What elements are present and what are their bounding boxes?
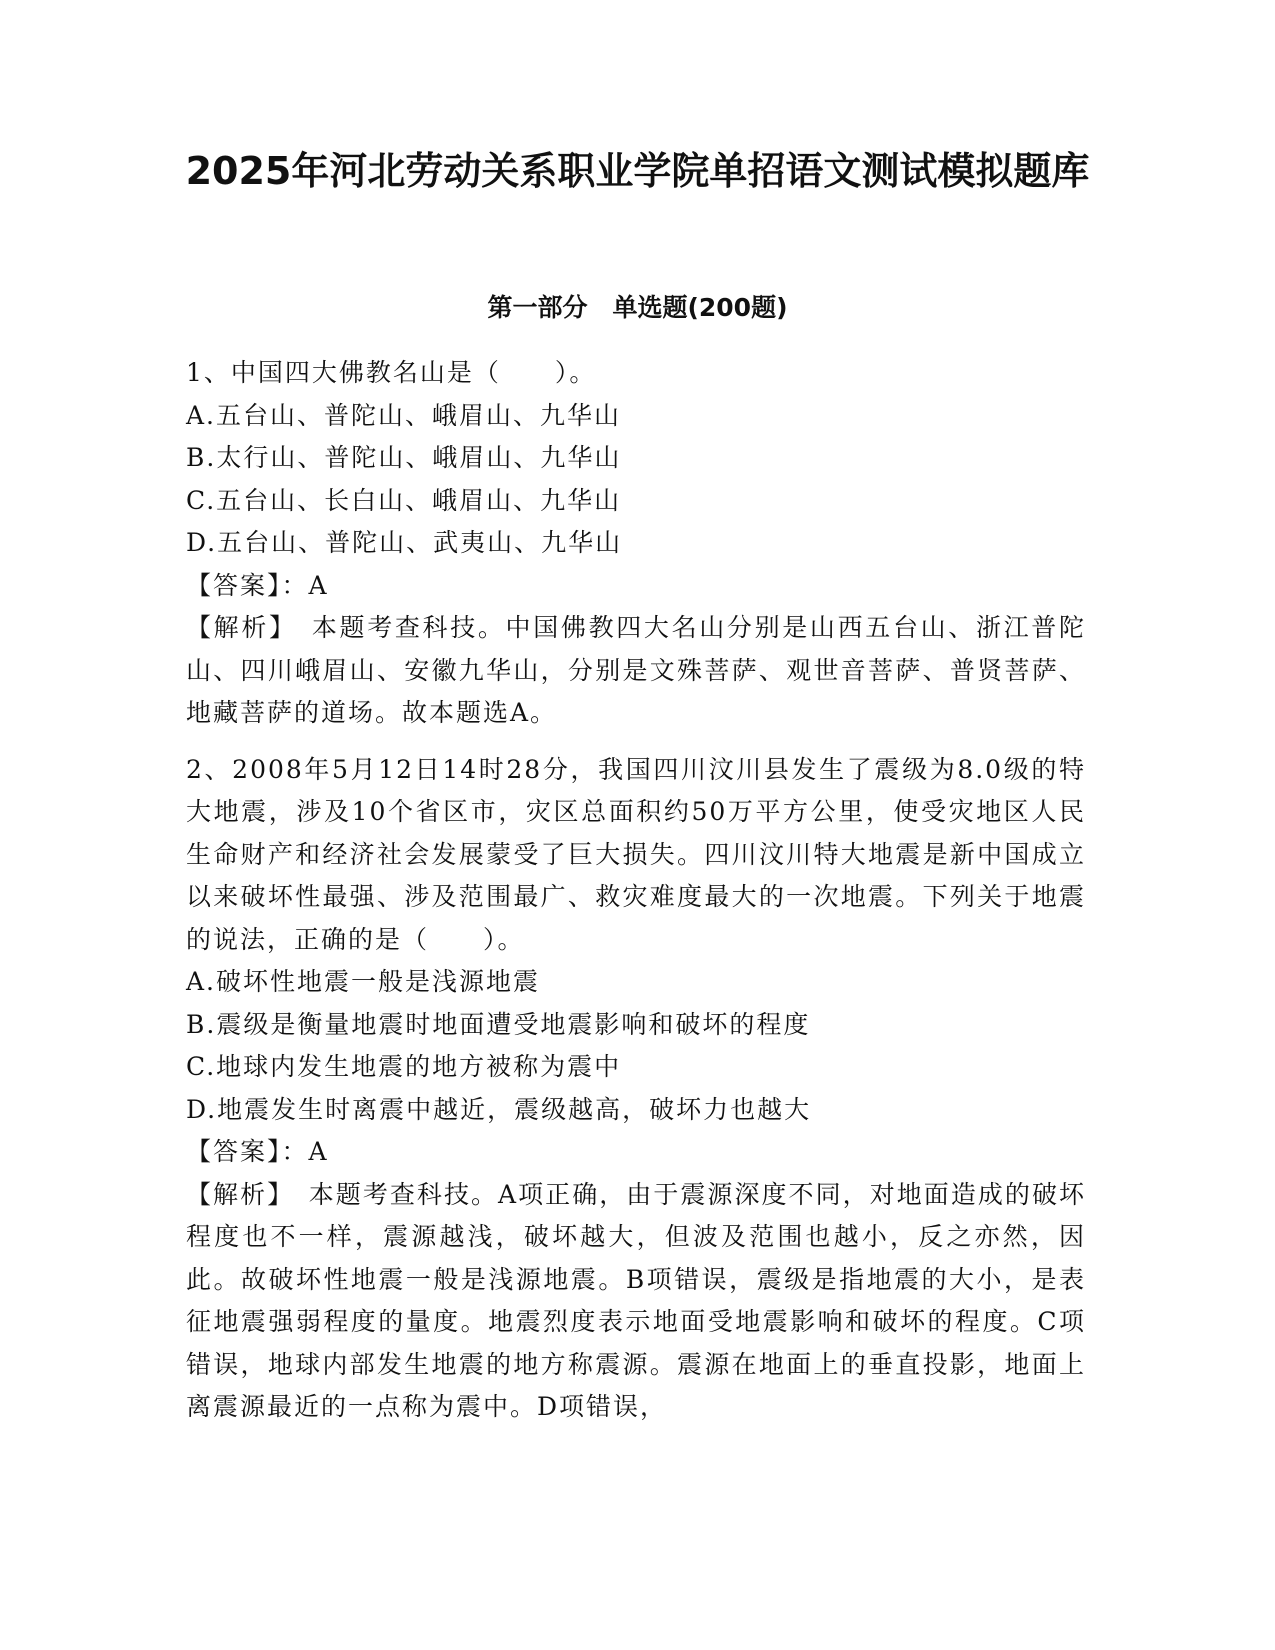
section-title: 第一部分 单选题(200题): [487, 293, 788, 322]
answer-label: 【答案】：: [186, 1137, 309, 1166]
answer-label: 【答案】：: [186, 570, 309, 600]
option-c: C.地球内发生地震的地方被称为震中: [186, 1052, 622, 1081]
analysis-label: 【解析】: [186, 613, 285, 642]
question-stem: 1、中国四大佛教名山是（ ）。: [186, 358, 597, 387]
analysis-text: 本题考查科技。A项正确，由于震源深度不同，对地面造成的破坏程度也不一样，震源越浅，破坏越大，但波及范围也越小，反之亦然，因此。故破坏性地震一般是浅源地震。B项错误，震级是指地震的大小，是表征地震强弱程度的量度。地震烈度表示地面受地震影响和破坏的程度。C项错误，地球内部发生地震的地方称震源。震源在地面上的垂直投影，地面上离震源最近的一点称为震中。D项错误，: [186, 1179, 1086, 1421]
option-b: B.太行山、普陀山、峨眉山、九华山: [186, 443, 622, 472]
answer-line: [186, 565, 1086, 608]
option-d: D.五台山、普陀山、武夷山、九华山: [186, 528, 623, 557]
question-list: [186, 352, 1086, 1429]
document-title: 2025年河北劳动关系职业学院单招语文测试模拟题库: [185, 149, 1090, 193]
analysis-text: 本题考查科技。中国佛教四大名山分别是山西五台山、浙江普陀山、四川峨眉山、安徽九华山，分别是文殊菩萨、观世音菩萨、普贤菩萨、地藏菩萨的道场。故本题选A。: [186, 613, 1086, 727]
option-a: A.五台山、普陀山、峨眉山、九华山: [186, 400, 622, 430]
option-c: C.五台山、长白山、峨眉山、九华山: [186, 485, 622, 515]
question-stem: 2、2008年5月12日14时28分，我国四川汶川县发生了震级为8.0级的特大地震，涉及10个省区市，灾区总面积约50万平方公里，使受灾地区人民生命财产和经济社会发展蒙受了巨大损失。四川汶川特大地震是新中国成立以来破坏性最强、涉及范围最广、救灾难度最大的一次地震。下列关于地震的说法，正确的是（ ）。: [186, 754, 1086, 954]
answer-value: A: [308, 570, 329, 600]
option-a: A.破坏性地震一般是浅源地震: [186, 967, 541, 996]
answer-value: A: [308, 1137, 329, 1166]
question-1: [186, 352, 1086, 735]
analysis-label: 【解析】: [186, 1179, 282, 1209]
question-2: [186, 749, 1086, 1429]
analysis-paragraph: [186, 607, 1086, 735]
analysis-paragraph: [186, 1174, 1086, 1429]
option-d: D.地震发生时离震中越近，震级越高，破坏力也越大: [186, 1094, 812, 1124]
option-b: B.震级是衡量地震时地面遭受地震影响和破坏的程度: [186, 1009, 811, 1039]
answer-line: [186, 1131, 1086, 1174]
